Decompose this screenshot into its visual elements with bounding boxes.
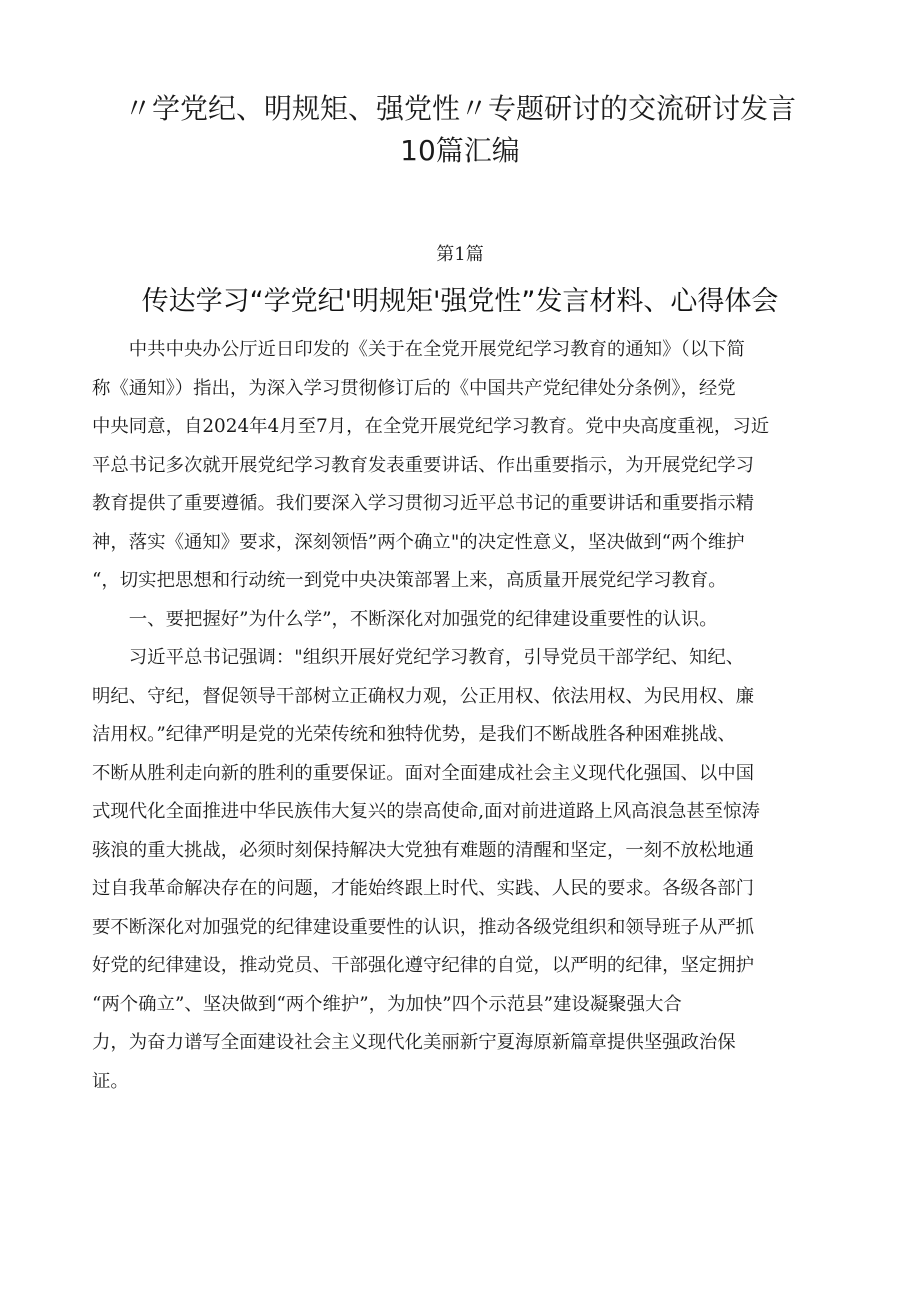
text-line: 中央同意，自2024年4月至7月，在全党开展党纪学习教育。党中央高度重视，习近 (92, 416, 770, 437)
text-line: 明纪、守纪，督促领导干部树立正确权力观，公正用权、依法用权、为民用权、廉 (92, 685, 755, 707)
text-line: 习近平总书记强调："组织开展好党纪学习教育，引导党员干部学纪、知纪、 (92, 647, 745, 668)
text-line: 证。 (92, 1070, 129, 1092)
text-line: 神，落实《通知》要求，深刻领悟”两个确立"的决定性意义，坚决做到“两个维护 (92, 531, 745, 553)
document-title (60, 88, 860, 172)
text-line: 力，为奋力谱写全面建设社会主义现代化美丽新宁夏海原新篇章提供坚强政治保 (92, 1032, 736, 1053)
text-line: 不断从胜利走向新的胜利的重要保证。面对全面建成社会主义现代化强国、以中国 (92, 762, 755, 784)
text-line: 称《通知》）指出，为深入学习贯彻修订后的《中国共产党纪律处分条例》，经党 (92, 377, 736, 399)
text-line: 一、要把握好”为什么学”，不断深化对加强党的纪律建设重要性的认识。 (92, 608, 718, 630)
section-label: 第1篇 (436, 244, 484, 265)
text-line: “两个确立”、坚决做到“两个维护”，为加快”四个示范县”建设凝聚强大合 (92, 993, 682, 1015)
body-text (92, 331, 844, 1101)
text-line: 过自我革命解决存在的问题，才能始终跟上时代、实践、人民的要求。各级各部门 (92, 878, 755, 899)
text-line: 骇浪的重大挑战，必须时刻保持解决大党独有难题的清醒和坚定，一刻不放松地通 (92, 839, 755, 861)
text-line: 教育提供了重要遵循。我们要深入学习贯彻习近平总书记的重要讲话和重要指示精 (92, 493, 755, 514)
section-title: 传达学习“学党纪'明规矩'强党性”发言材料、心得体会 (141, 286, 779, 317)
document-title-line-1: 〃学党纪、明规矩、强党性〃专题研讨的交流研讨发言 (123, 92, 796, 125)
text-line: “，切实把思想和行动统一到党中央决策部署上来，高质量开展党纪学习教育。 (92, 570, 727, 591)
text-line: 好党的纪律建设，推动党员、干部强化遵守纪律的自觉，以严明的纪律，坚定拥护 (92, 955, 755, 976)
text-line: 平总书记多次就开展党纪学习教育发表重要讲话、作出重要指示，为开展党纪学习 (92, 454, 755, 476)
document-title-line-2: 10篇汇编 (400, 134, 520, 167)
text-line: 式现代化全面推进中华民族伟大复兴的崇高使命,面对前进道路上风高浪急甚至惊涛 (92, 801, 760, 822)
text-line: 要不断深化对加强党的纪律建设重要性的认识，推动各级党组织和领导班子从严抓 (92, 916, 755, 938)
text-line: 洁用权。”纪律严明是党的光荣传统和独特优势，是我们不断战胜各种困难挑战、 (92, 724, 736, 745)
text-line: 中共中央办公厅近日印发的《关于在全党开展党纪学习教育的通知》（以下简 (92, 339, 745, 360)
